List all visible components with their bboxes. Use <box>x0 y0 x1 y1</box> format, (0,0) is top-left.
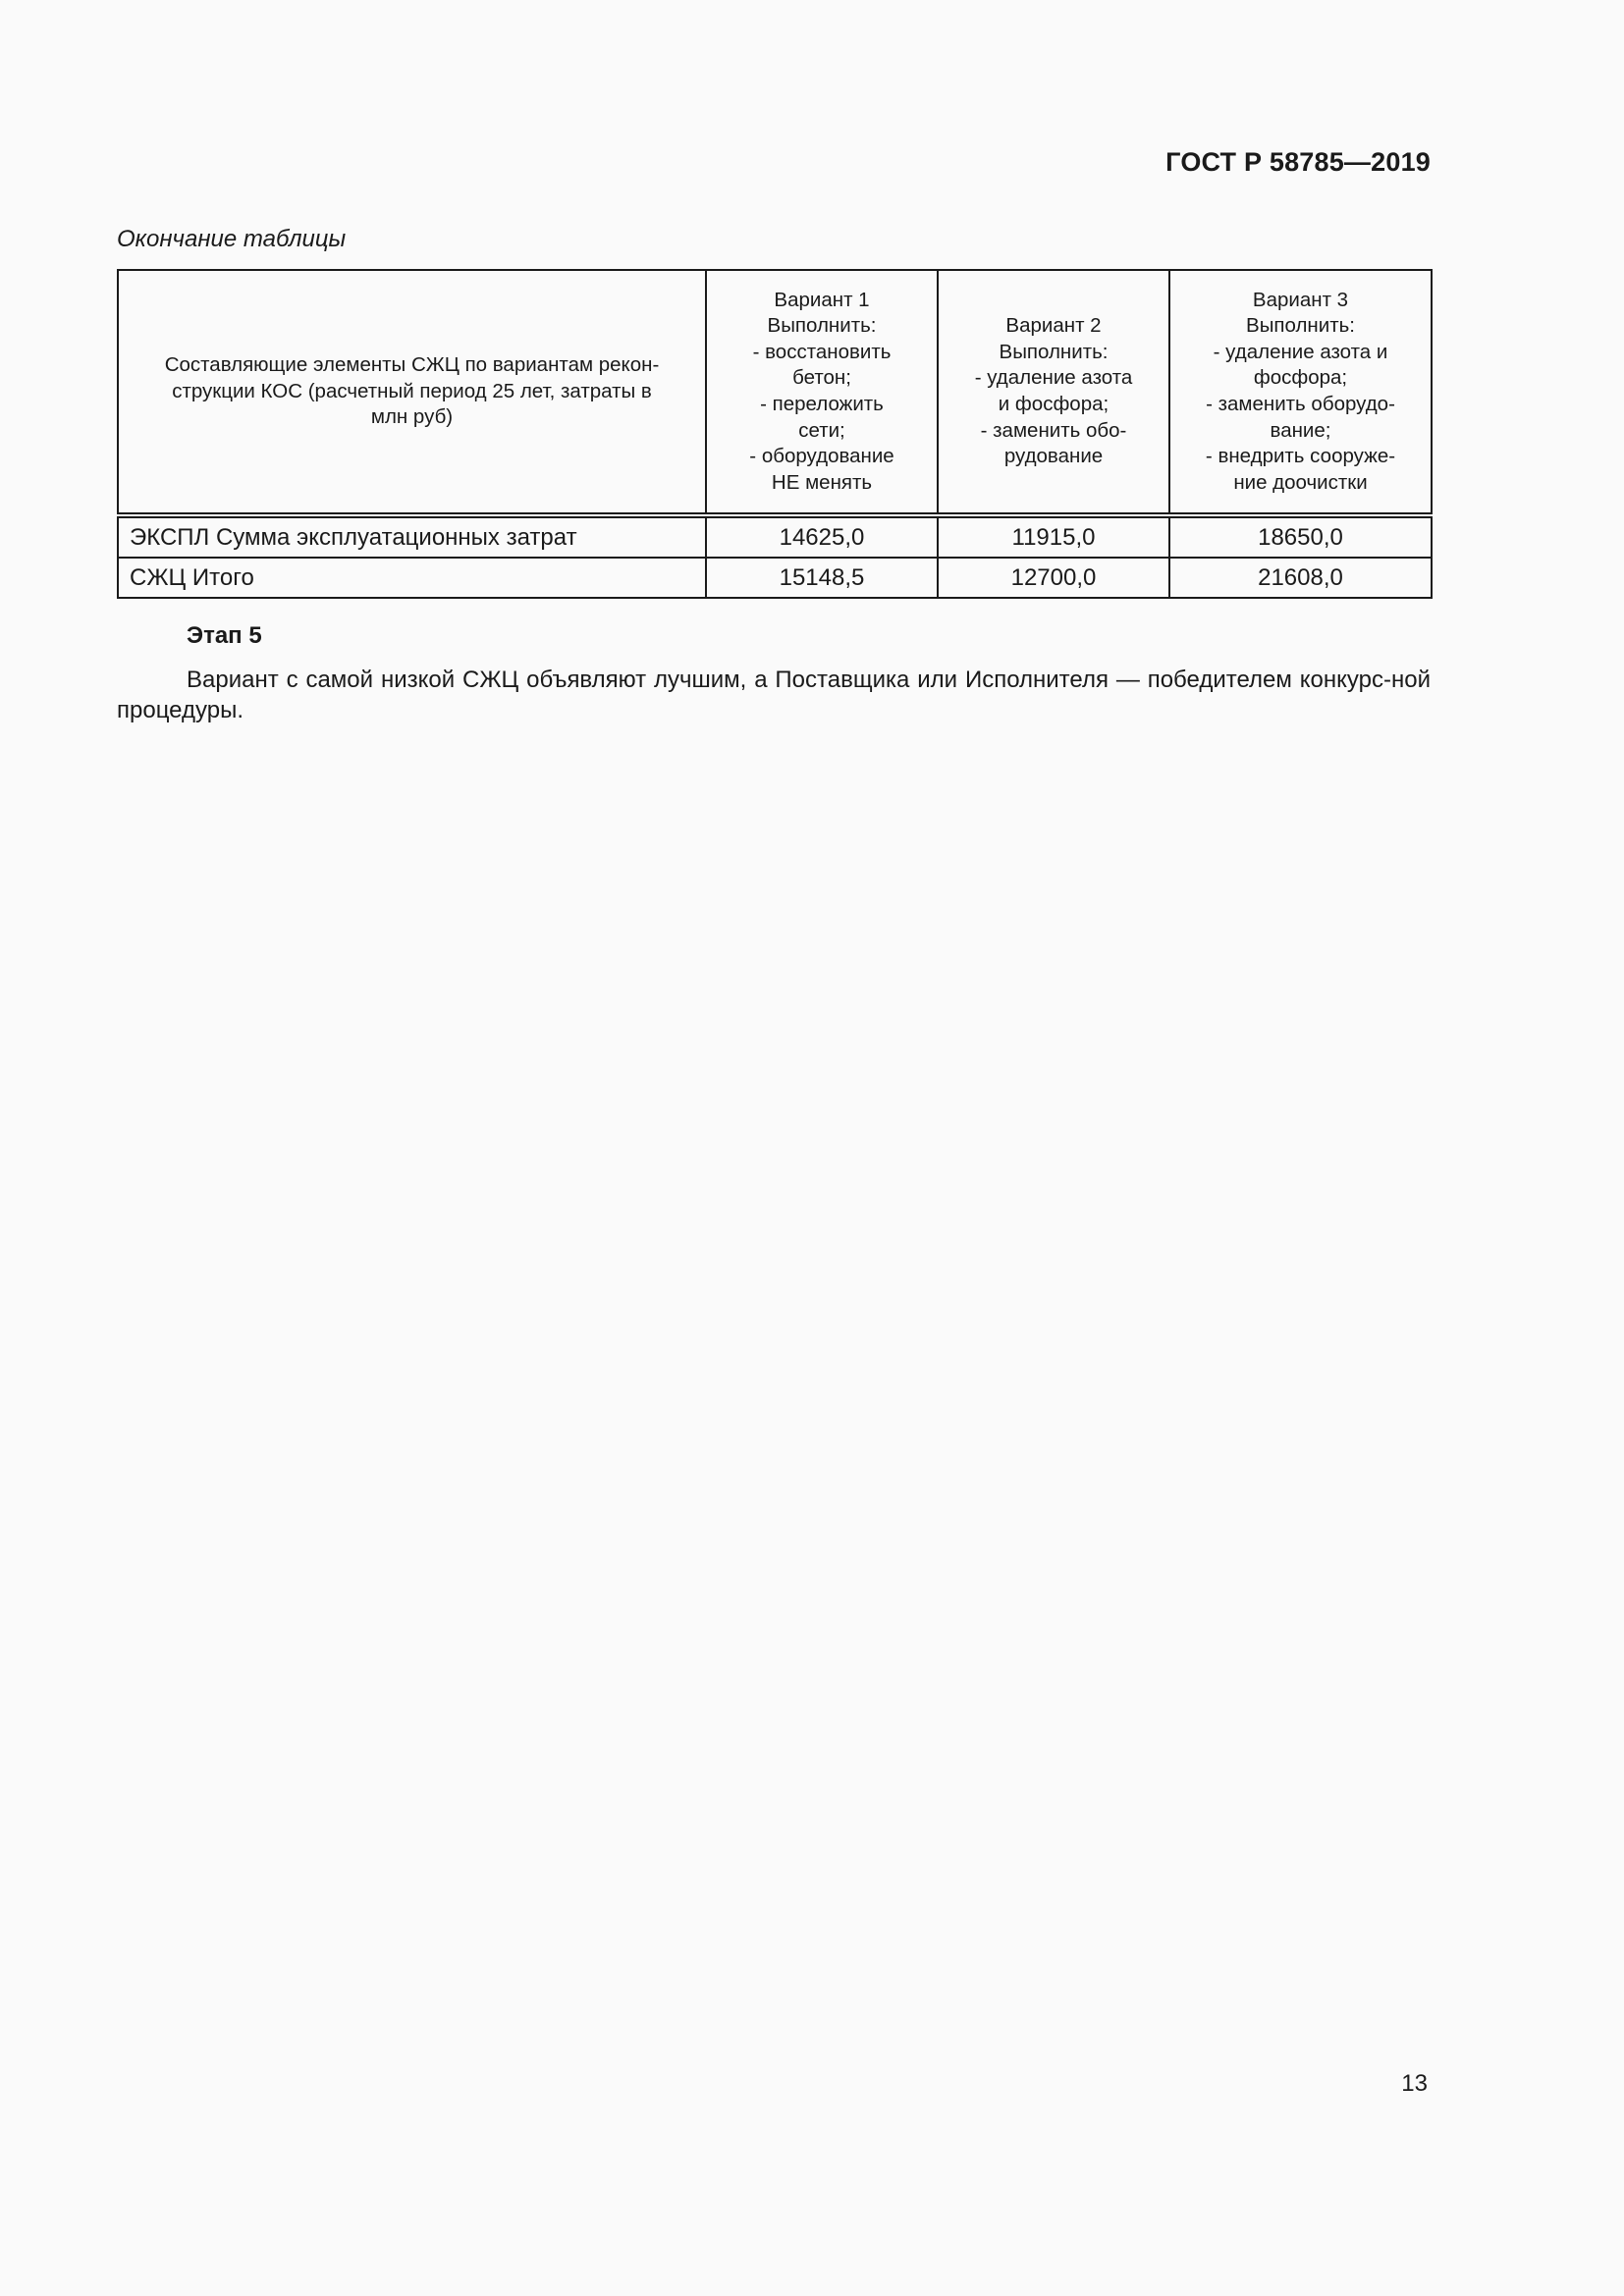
cell-variant-2: 11915,0 <box>938 515 1169 558</box>
header-variant-3: Вариант 3 Выполнить: - удаление азота и фосфора; - заменить оборудо- вание; - внедрить сооруже- ние доочистки <box>1169 270 1432 515</box>
cell-variant-3: 18650,0 <box>1169 515 1432 558</box>
row-label: СЖЦ Итого <box>118 558 706 598</box>
table-header-row <box>118 270 1432 515</box>
table-row <box>118 558 1432 598</box>
cell-variant-3: 21608,0 <box>1169 558 1432 598</box>
cell-variant-1: 15148,5 <box>706 558 938 598</box>
row-label: ЭКСПЛ Сумма эксплуатационных затрат <box>118 515 706 558</box>
stage-title: Этап 5 <box>187 622 262 649</box>
header-components: Составляющие элементы СЖЦ по вариантам рекон- струкции КОС (расчетный период 25 лет, затраты в млн руб) <box>118 270 706 515</box>
header-variant-1: Вариант 1 Выполнить: - восстановить бетон; - переложить сети; - оборудование НЕ менять <box>706 270 938 515</box>
table-row <box>118 515 1432 558</box>
page-number: 13 <box>1401 2070 1428 2097</box>
cost-table <box>117 269 1433 599</box>
stage-paragraph: Вариант с самой низкой СЖЦ объявляют лучшим, а Поставщика или Исполнителя — победителем конкурс-ной процедуры. <box>117 667 1431 723</box>
header-variant-2: Вариант 2 Выполнить: - удаление азота и фосфора; - заменить обо- рудование <box>938 270 1169 515</box>
cell-variant-2: 12700,0 <box>938 558 1169 598</box>
cell-variant-1: 14625,0 <box>706 515 938 558</box>
table-caption: Окончание таблицы <box>117 226 347 252</box>
document-code: ГОСТ Р 58785—2019 <box>1165 147 1431 177</box>
